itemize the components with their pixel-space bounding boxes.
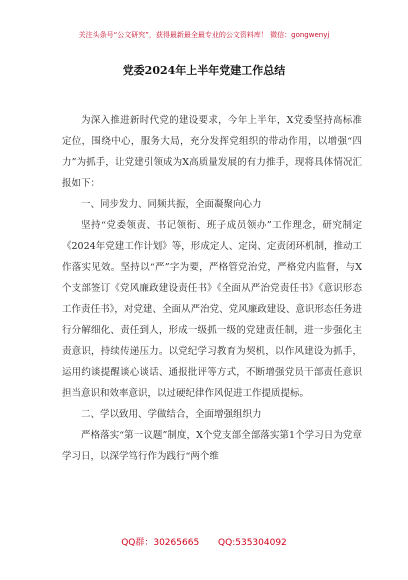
footer-contact xyxy=(0,535,408,548)
section-1-paragraph: 坚持“党委领责、书记领衔、班子成员领办”工作理念，研究制定《2024年党建工作计划》等，形成定人、定岗、定责闭环机制，推动工作落实见效。坚持以“严”字为要，严格管党治党，严格党内监督，与X个支部签订《党风廉政建设责任书》《全面从严治党责任书》《意识形态工作责任书》，对党建、全面从严治党、党风廉政建设、意识形态任务进行分解细化、责任到人，形成一级抓一级的党建责任制，进一步强化主责意识，持续传递压力。以党纪学习教育为契机，以作风建设为抓手，运用约谈提醒谈心谈话、通报批评等方式，不断增强党员干部责任意识担当意识和效率意识，以过硬纪律作风促进工作提质提标。 xyxy=(62,220,362,399)
intro-paragraph: 为深入推进新时代党的建设要求，今年上半年，X党委坚持高标准定位，围绕中心，服务大局，充分发挥党组织的带动作用，以增强“四力”为抓手，让党建引领成为X高质量发展的有力推手，现将具体情况汇报如下： xyxy=(62,115,362,189)
header-note: 关注头条号“公文研究”，获得最新最全最专业的公文资料库！ 微信：gongwenyj xyxy=(78,31,330,39)
document-body xyxy=(62,110,362,467)
section-heading-2: 二、学以致用、学做结合，全面增强组织力 xyxy=(81,409,262,420)
section-heading-1: 一、同步发力、同频共振，全面凝聚向心力 xyxy=(81,199,262,210)
section-2-paragraph: 严格落实“第一议题”制度，X个党支部全部落实第1个学习日为党章学习日，以深学笃行作为践行“两个维 xyxy=(62,430,362,462)
footer-qq-group: QQ群：30265665 xyxy=(121,538,200,548)
footer-qq: QQ:535304092 xyxy=(218,538,287,548)
document-title: 党委2024年上半年党建工作总结 xyxy=(122,64,286,77)
